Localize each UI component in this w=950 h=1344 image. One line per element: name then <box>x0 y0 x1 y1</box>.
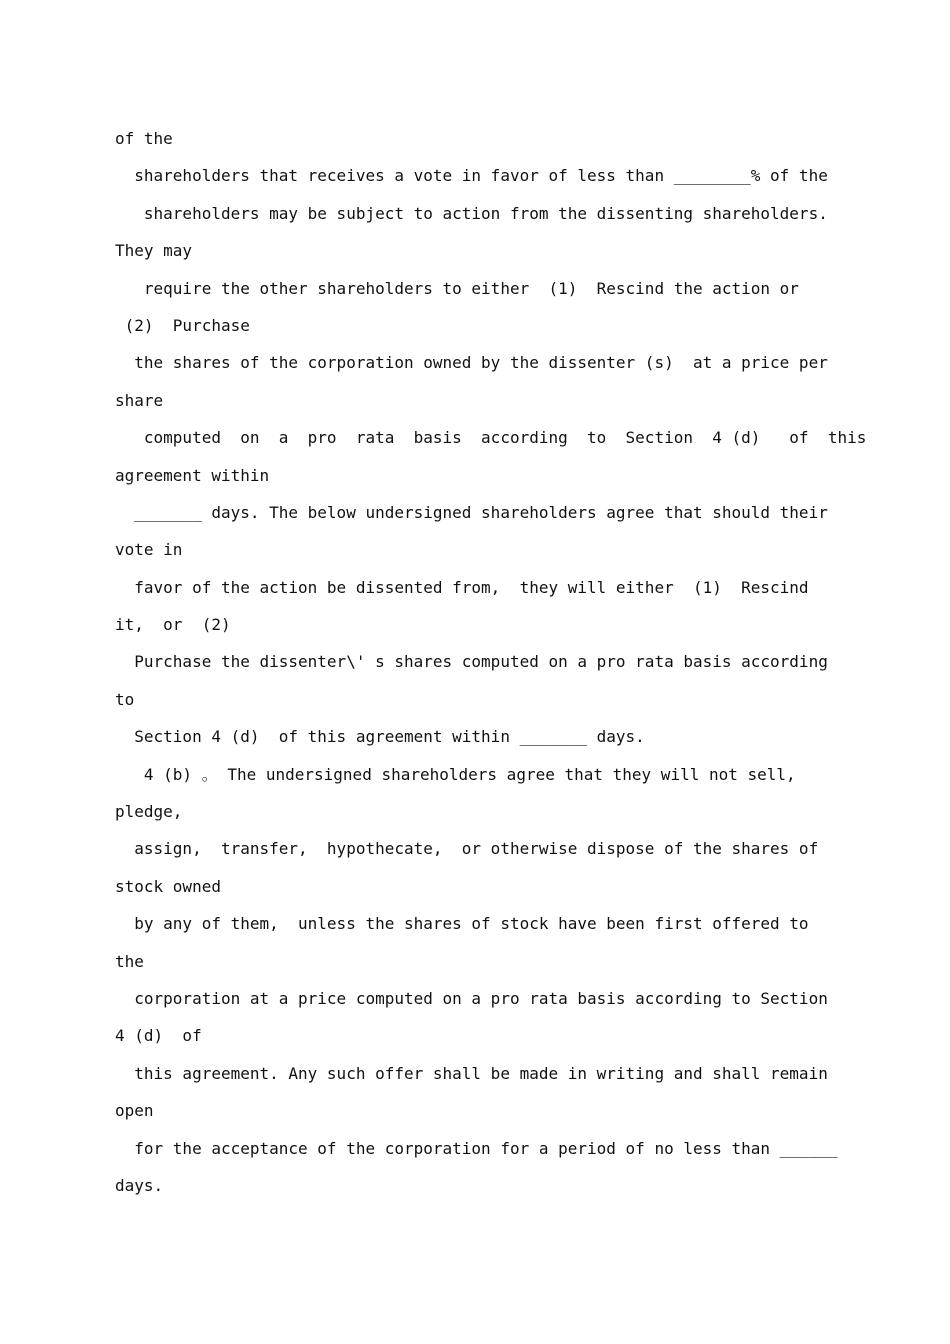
text-line: (2) Purchase <box>115 315 250 335</box>
document-body <box>115 128 867 1212</box>
text-line: 4 (b) 。 The undersigned shareholders agree that they will not sell, <box>115 764 796 784</box>
text-line: the <box>115 951 144 971</box>
text-line: share <box>115 390 164 410</box>
text-line: of the <box>115 129 173 148</box>
text-line: computed on a pro rata basis according to Section 4 (d) of this <box>115 428 867 448</box>
text-line: Section 4 (d) of this agreement within _______ days. <box>115 727 645 747</box>
text-line: favor of the action be dissented from, they will either (1) Rescind <box>115 577 809 597</box>
text-line: _______ days. The below undersigned shareholders agree that should their <box>115 502 828 522</box>
text-line: stock owned <box>115 876 221 896</box>
text-line: 4 (d) of <box>115 1026 202 1046</box>
text-line: agreement within <box>115 465 270 485</box>
text-line: Purchase the dissenter\' s shares computed on a pro rata basis according <box>115 652 828 672</box>
text-line: open <box>115 1101 154 1121</box>
text-line: by any of them, unless the shares of stock have been first offered to <box>115 914 809 934</box>
text-line: pledge, <box>115 802 183 822</box>
text-line: for the acceptance of the corporation for a period of no less than ______ <box>115 1138 838 1158</box>
text-line: require the other shareholders to either (1) Rescind the action or <box>115 278 799 298</box>
text-line: the shares of the corporation owned by the dissenter (s) at a price per <box>115 353 828 373</box>
text-line: to <box>115 689 135 709</box>
text-line: it, or (2) <box>115 615 231 635</box>
text-line: days. <box>115 1175 164 1195</box>
text-line: this agreement. Any such offer shall be made in writing and shall remain <box>115 1063 828 1083</box>
text-line: They may <box>115 241 193 261</box>
text-line: shareholders that receives a vote in favor of less than ________% of the <box>115 166 828 186</box>
text-line: assign, transfer, hypothecate, or otherwise dispose of the shares of <box>115 839 819 859</box>
text-line: shareholders may be subject to action from the dissenting shareholders. <box>115 203 828 223</box>
text-line: corporation at a price computed on a pro rata basis according to Section <box>115 988 828 1008</box>
text-line: vote in <box>115 540 183 560</box>
